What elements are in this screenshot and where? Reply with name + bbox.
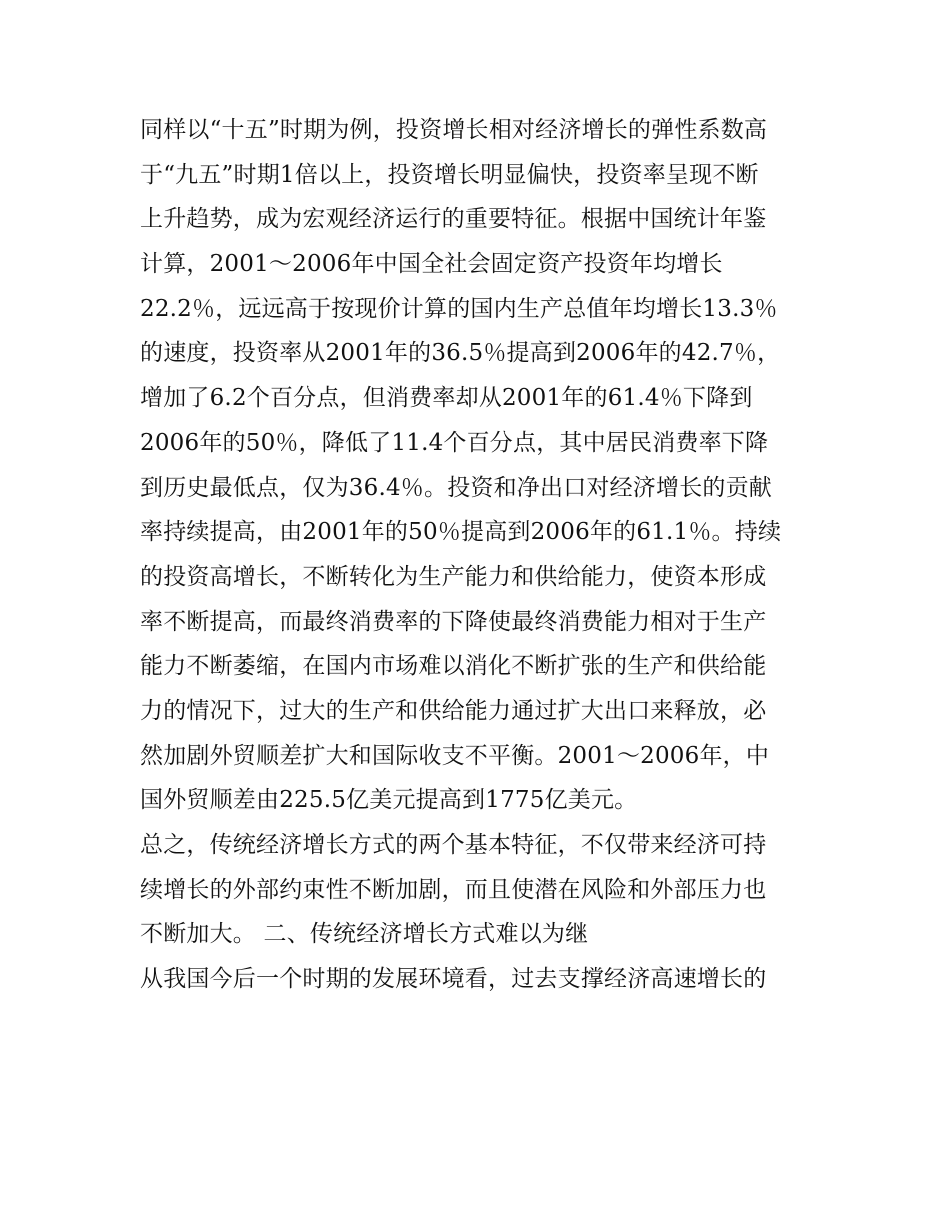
text-line: 续增长的外部约束性不断加剧，而且使潜在风险和外部压力也	[140, 876, 767, 903]
text-line: 国外贸顺差由225.5亿美元提高到1775亿美元。	[140, 787, 638, 814]
text-line: 总之，传统经济增长方式的两个基本特征，不仅带来经济可持	[140, 832, 767, 858]
text-line: 22.2％，远远高于按现价计算的国内生产总值年均增长13.3％	[140, 295, 778, 322]
text-line: 率持续提高，由2001年的50％提高到2006年的61.1％。持续	[140, 519, 782, 546]
text-line: 能力不断萎缩，在国内市场难以消化不断扩张的生产和供给能	[140, 653, 767, 680]
body-text	[140, 108, 820, 1002]
text-line: 然加剧外贸顺差扩大和国际收支不平衡。2001～2006年，中	[140, 742, 770, 769]
text-line: 力的情况下，过大的生产和供给能力通过扩大出口来释放，必	[140, 697, 767, 724]
text-line: 从我国今后一个时期的发展环境看，过去支撑经济高速增长的	[140, 966, 767, 993]
text-line: 率不断提高，而最终消费率的下降使最终消费能力相对于生产	[140, 608, 767, 635]
text-line: 到历史最低点，仅为36.4％。投资和净出口对经济增长的贡献	[140, 474, 773, 501]
text-line: 计算，2001～2006年中国全社会固定资产投资年均增长	[140, 251, 723, 278]
text-line: 于“九五”时期1倍以上，投资增长明显偏快，投资率呈现不断	[140, 161, 759, 188]
text-line: 的投资高增长，不断转化为生产能力和供给能力，使资本形成	[140, 563, 767, 590]
text-line: 2006年的50％，降低了11.4个百分点，其中居民消费率下降	[140, 429, 769, 456]
text-line: 增加了6.2个百分点，但消费率却从2001年的61.4％下降到	[140, 385, 753, 412]
text-line: 不断加大。 二、传统经济增长方式难以为继	[140, 921, 589, 948]
text-line: 的速度，投资率从2001年的36.5％提高到2006年的42.7％，	[140, 340, 781, 367]
text-line: 上升趋势，成为宏观经济运行的重要特征。根据中国统计年鉴	[140, 206, 767, 233]
text-line: 同样以“十五”时期为例，投资增长相对经济增长的弹性系数高	[140, 117, 768, 143]
